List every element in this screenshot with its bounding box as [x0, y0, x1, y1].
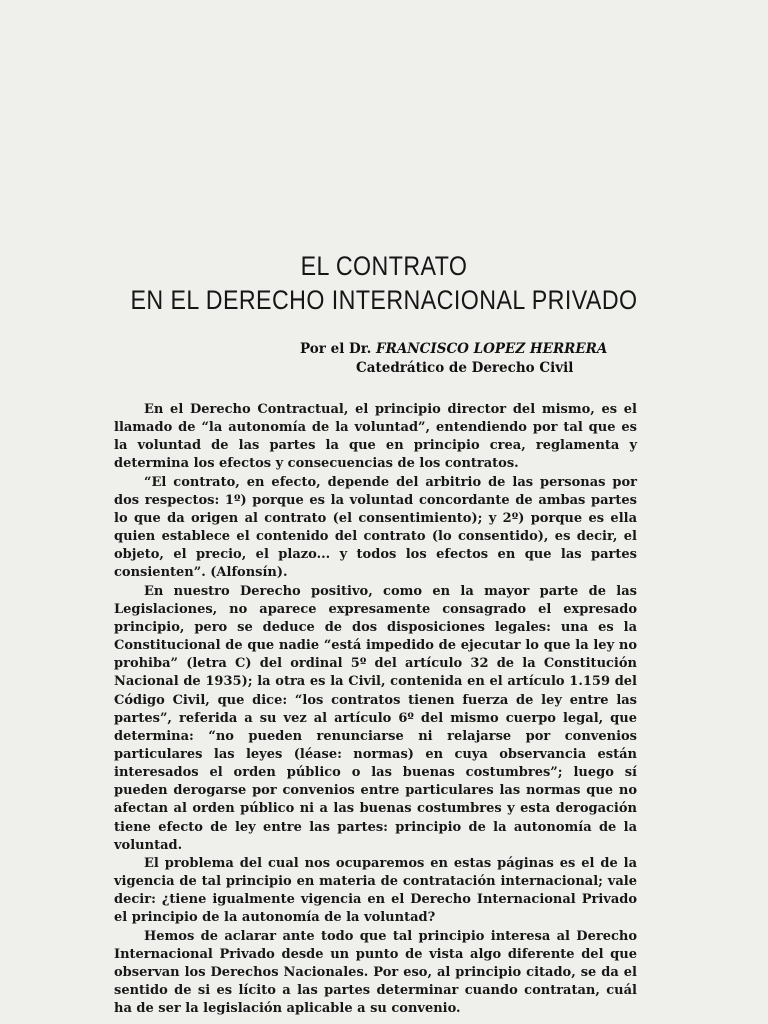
byline — [300, 340, 620, 378]
byline-position: Catedrático de Derecho Civil — [356, 360, 574, 376]
paragraph-3: En nuestro Derecho positivo, como en la mayor parte de las Legislaciones, no aparece expresamente consagrado el expresado principio, pero se deduce de dos disposiciones legales: una es la Constitucional de que nadie “está impedido de ejecutar lo que la ley no prohiba” (letra C) del ordinal 5º del artículo 32 de la Constitución Nacional de 1935); la otra es la Civil, contenida en el artículo 1.159 del Código Civil, que dice: “los contratos tienen fuerza de ley entre las partes”, referida a su vez al artículo 6º del mismo cuerpo legal, que determina: “no pueden renunciarse ni relajarse por convenios particulares las leyes (léase: normas) en cuya observancia están interesados el orden público o las buenas costumbres”; luego sí pueden derogarse por convenios entre particulares las normas que no afectan al orden público ni a las buenas costumbres y esta derogación tiene efecto de ley entre las partes: principio de la autonomía de la voluntad. — [114, 583, 637, 853]
title-line-2: EN EL DERECHO INTERNACIONAL PRIVADO — [130, 285, 638, 315]
byline-author-line — [300, 340, 620, 359]
article-body — [114, 401, 637, 1018]
title-line-1: EL CONTRATO — [300, 251, 468, 281]
paragraph-5: Hemos de aclarar ante todo que tal principio interesa al Derecho Internacional Privado desde un punto de vista algo diferente del que observan los Derechos Nacionales. Por eso, al principio citado, se da el sentido de si es lícito a las partes determinar cuando contratan, cuál ha de ser la legislación aplicable a su convenio. — [114, 928, 637, 1017]
byline-prefix: Por el Dr. — [300, 341, 372, 357]
paragraph-4: El problema del cual nos ocuparemos en estas páginas es el de la vigencia de tal principio en materia de contratación internacional; vale decir: ¿tiene igualmente vigencia en el Derecho Internacional Privado el principio de la autonomía de la voluntad? — [114, 855, 637, 926]
paragraph-2: “El contrato, en efecto, depende del arbitrio de las personas por dos respectos: 1º) porque es la voluntad concordante de ambas partes lo que da origen al contrato (el consentimiento); y 2º) porque es ella quien establece el contenido del contrato (lo consentido), es decir, el objeto, el precio, el plazo... y todos los efectos en que las partes consienten”. (Alfonsín). — [114, 474, 637, 581]
byline-author: FRANCISCO LOPEZ HERRERA — [376, 341, 608, 357]
paragraph-1: En el Derecho Contractual, el principio director del mismo, es el llamado de “la autonomía de la voluntad”, entendiendo por tal que es la voluntad de las partes la que en principio crea, reglamenta y determina los efectos y consecuencias de los contratos. — [114, 402, 637, 472]
